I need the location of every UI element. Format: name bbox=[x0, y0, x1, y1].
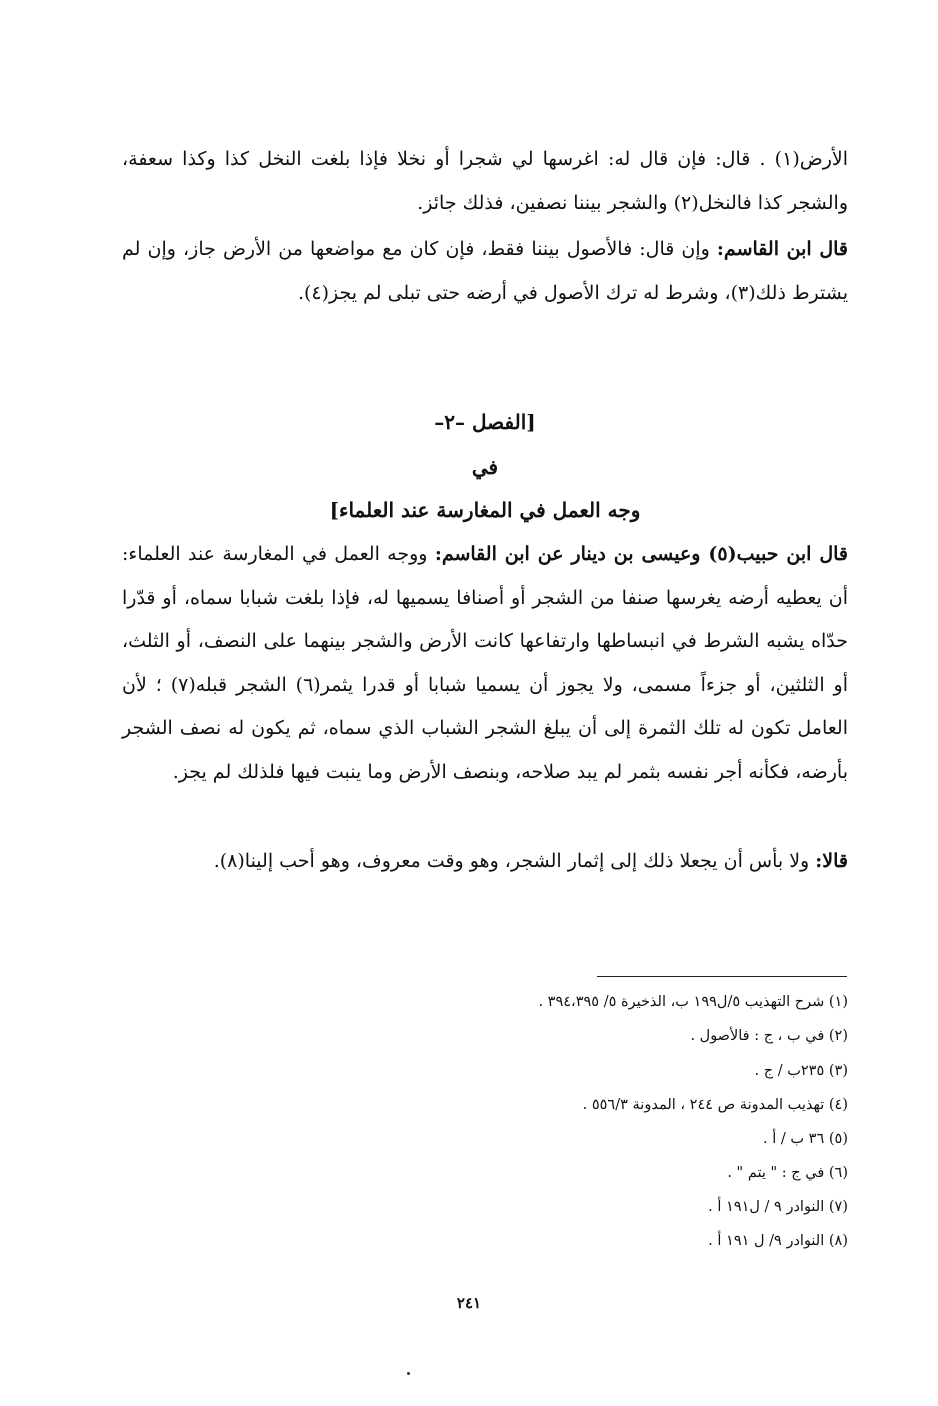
paragraph-3-head: قال ابن حبيب(٥) وعيسى بن دينار عن ابن القاسم: bbox=[434, 543, 848, 565]
footnote-8: (٨) النوادر ٩/ ل ١٩١ أ . bbox=[708, 1233, 848, 1249]
paragraph-2-head: قال ابن القاسم: bbox=[716, 238, 849, 260]
footnote-6: (٦) في ج : " يتم " . bbox=[727, 1165, 848, 1181]
footnote-4: (٤) تهذيب المدونة ص ٢٤٤ ، المدونة ٥٥٦/٣ . bbox=[582, 1097, 848, 1113]
scan-speck bbox=[407, 1372, 410, 1375]
section-title-number: [الفصل –٢– bbox=[434, 410, 536, 434]
paragraph-4-head: قالا: bbox=[815, 850, 848, 872]
paragraph-3 bbox=[122, 533, 848, 794]
footnote-3: (٣) ٢٣٥ب / ج . bbox=[754, 1063, 848, 1079]
paragraph-1-text: الأرض(١) . قال: فإن قال له: اغرسها لي شجرا أو نخلا فإذا بلغت النخل كذا وكذا سعفة، والشجر كذا فالنخل(٢) والشجر بيننا نصفين، فذلك جائز. bbox=[122, 148, 848, 214]
footnote-divider bbox=[597, 976, 847, 977]
footnote-7: (٧) النوادر ٩ / ل١٩١ أ . bbox=[708, 1199, 848, 1215]
section-title-subject: وجه العمل في المغارسة عند العلماء] bbox=[329, 498, 641, 522]
paragraph-4 bbox=[122, 840, 848, 884]
paragraph-2-text: وإن قال: فالأصول بيننا فقط، فإن كان مع مواضعها من الأرض جاز، وإن لم يشترط ذلك(٣)، وشرط له ترك الأصول في أرضه حتى تبلى لم يجز(٤). bbox=[122, 238, 848, 304]
footnote-2: (٢) في ب ، ج : فالأصول . bbox=[690, 1028, 848, 1044]
paragraph-3-text: ووجه العمل في المغارسة عند العلماء: أن يعطيه أرضه يغرسها صنفا من الشجر أو أصنافا يسميها له، فإذا بلغت شبابا سماه، أو قدّرا حدّاه يشبه الشرط في انبساطها وارتفاعها كانت الأرض والشجر بينهما على النصف، أو الثلث، أو الثلثين، أو جزءاً مسمى، ولا يجوز أن يسميا شبابا أو قدرا يثمر(٦) الشجر قبله(٧) ؛ لأن العامل تكون له تلك الثمرة إلى أن يبلغ الشجر الشباب الذي سماه، ثم يكون له نصف الشجر بأرضه، فكأنه أجر نفسه بثمر لم يبد صلاحه، وبنصف الأرض وما ينبت فيها فلذلك لم يجز. bbox=[122, 543, 848, 783]
footnote-5: (٥) ٣٦ ب / أ . bbox=[763, 1131, 848, 1147]
footnote-1: (١) شرح التهذيب ٥/ل١٩٩ ب، الذخيرة ٥/ ٣٩٤،٣٩٥ . bbox=[538, 994, 848, 1010]
paragraph-4-text: ولا بأس أن يجعلا ذلك إلى إثمار الشجر، وهو وقت معروف، وهو أحب إلينا(٨). bbox=[213, 850, 816, 872]
section-title-fi: في bbox=[471, 455, 499, 479]
paragraph-2 bbox=[122, 228, 848, 315]
paragraph-1 bbox=[122, 138, 848, 225]
page-number: ٢٤١ bbox=[456, 1294, 482, 1312]
